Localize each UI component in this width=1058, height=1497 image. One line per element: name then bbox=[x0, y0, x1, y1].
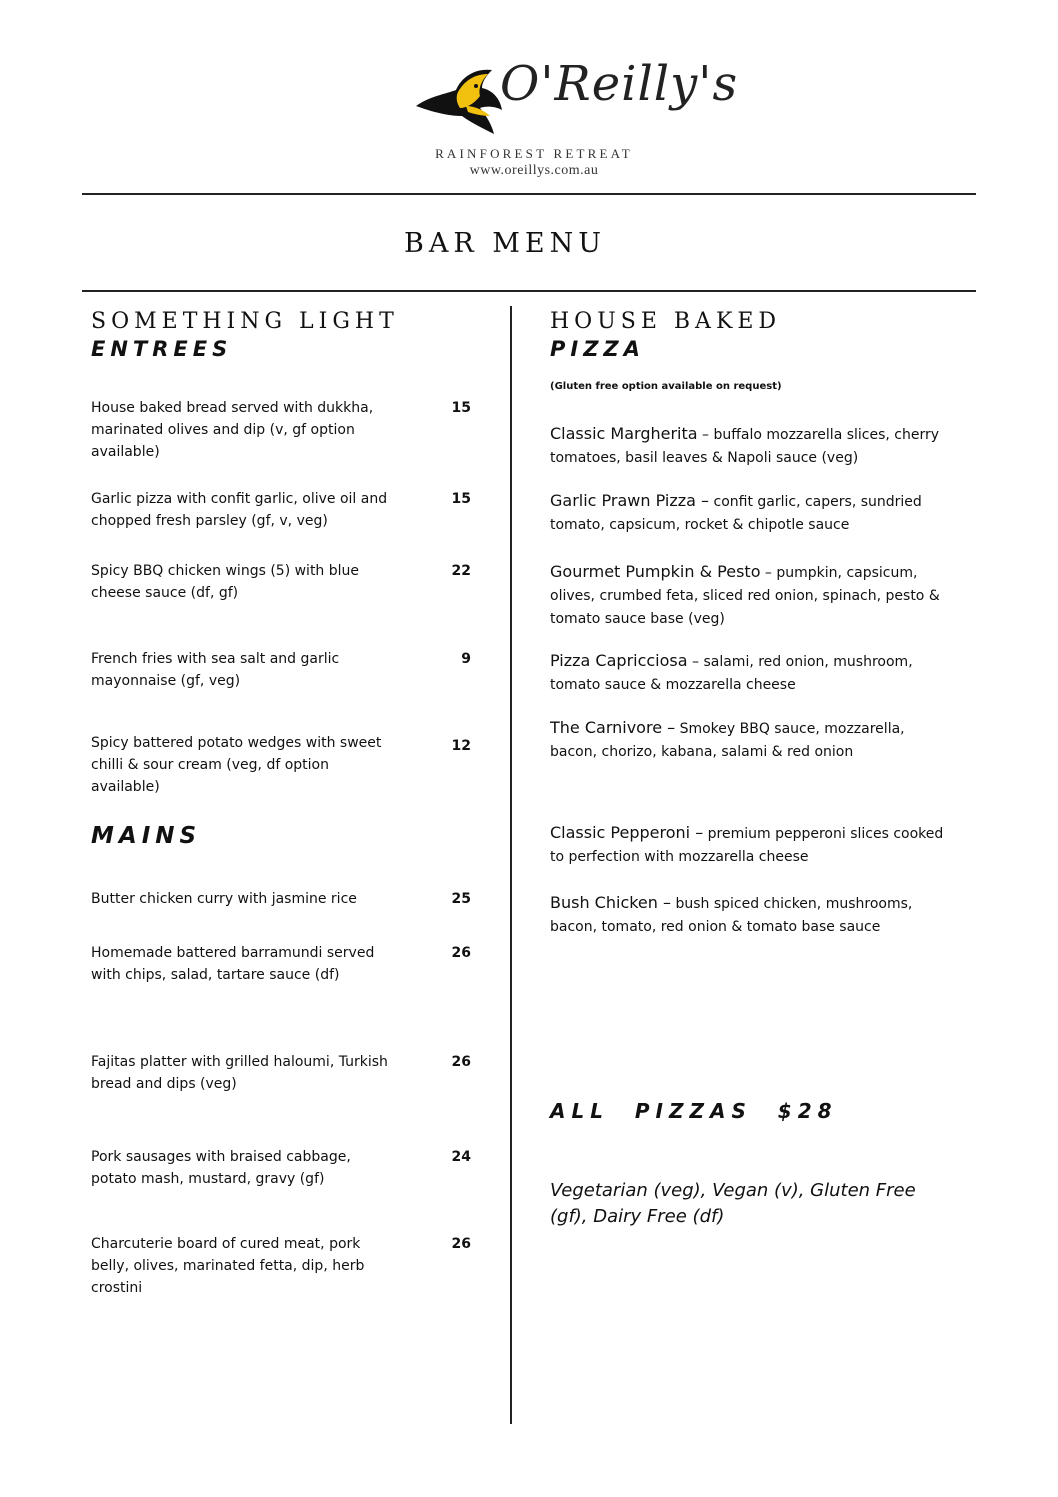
entrees-subtitle: ENTREES bbox=[91, 337, 233, 361]
list-item: Fajitas platter with grilled haloumi, Turkish bread and dips (veg) bbox=[91, 1054, 388, 1092]
pizza-desc: – buffalo mozzarella slices, cherry tomatoes, basil leaves & Napoli sauce (veg) bbox=[550, 427, 940, 466]
pizza-desc: Smokey BBQ sauce, mozzarella, bacon, chorizo, kabana, salami & red onion bbox=[550, 721, 905, 760]
all-pizzas-price: ALL PIZZAS $28 bbox=[550, 1099, 838, 1123]
list-item: Garlic pizza with confit garlic, olive oil and chopped fresh parsley (gf, v, veg) bbox=[91, 491, 388, 529]
pizza-name: Garlic Prawn Pizza – bbox=[550, 491, 710, 510]
pizza-desc: bush spiced chicken, mushrooms, bacon, tomato, red onion & tomato base sauce bbox=[550, 896, 913, 935]
pizza-desc: – pumpkin, capsicum, olives, crumbed feta, sliced red onion, spinach, pesto & tomato sauce base (veg) bbox=[550, 565, 940, 627]
list-item bbox=[550, 649, 950, 697]
title-divider bbox=[82, 290, 976, 292]
list-item bbox=[550, 821, 950, 869]
pizza-name: Classic Pepperoni – bbox=[550, 823, 704, 842]
website-url: www.oreillys.com.au bbox=[469, 163, 599, 178]
list-item bbox=[550, 891, 950, 939]
item-price: 26 bbox=[451, 945, 471, 961]
list-item bbox=[550, 422, 950, 470]
list-item: Butter chicken curry with jasmine rice bbox=[91, 891, 357, 907]
mains-title: MAINS bbox=[91, 823, 202, 849]
pizza-name: Classic Margherita bbox=[550, 424, 698, 443]
pizza-desc: premium pepperoni slices cooked to perfection with mozzarella cheese bbox=[550, 826, 944, 865]
pizza-name: Gourmet Pumpkin & Pesto bbox=[550, 562, 761, 581]
list-item: Spicy BBQ chicken wings (5) with blue cheese sauce (df, gf) bbox=[91, 563, 360, 601]
bird-logo-icon bbox=[412, 66, 504, 136]
list-item bbox=[550, 716, 950, 764]
column-divider bbox=[510, 306, 512, 1424]
list-item bbox=[550, 560, 950, 631]
item-price: 24 bbox=[451, 1149, 471, 1165]
pizza-desc: confit garlic, capers, sundried tomato, capsicum, rocket & chipotle sauce bbox=[550, 494, 922, 533]
page-title: BAR MENU bbox=[404, 228, 606, 259]
pizza-name: Bush Chicken – bbox=[550, 893, 671, 912]
item-price: 9 bbox=[461, 651, 471, 667]
list-item: Spicy battered potato wedges with sweet chilli & sour cream (veg, df option available) bbox=[91, 735, 382, 795]
list-item bbox=[550, 489, 950, 537]
list-item: Pork sausages with braised cabbage, potato mash, mustard, gravy (gf) bbox=[91, 1149, 351, 1187]
entrees-title: SOMETHING LIGHT bbox=[91, 309, 399, 334]
list-item: Homemade battered barramundi served with chips, salad, tartare sauce (df) bbox=[91, 945, 375, 983]
list-item: French fries with sea salt and garlic mayonnaise (gf, veg) bbox=[91, 651, 340, 689]
list-item: Charcuterie board of cured meat, pork belly, olives, marinated fetta, dip, herb crostini bbox=[91, 1236, 365, 1296]
list-item: House baked bread served with dukkha, marinated olives and dip (v, gf option available) bbox=[91, 400, 374, 460]
item-price: 25 bbox=[451, 891, 471, 907]
item-price: 26 bbox=[451, 1054, 471, 1070]
pizza-title: HOUSE BAKED bbox=[550, 309, 782, 334]
item-price: 15 bbox=[451, 400, 471, 416]
dietary-legend: Vegetarian (veg), Vegan (v), Gluten Free (gf), Dairy Free (df) bbox=[550, 1180, 916, 1227]
pizza-subtitle: PIZZA bbox=[550, 337, 645, 361]
item-price: 22 bbox=[451, 563, 471, 579]
item-price: 15 bbox=[451, 491, 471, 507]
item-price: 12 bbox=[451, 738, 471, 754]
top-divider bbox=[82, 193, 976, 195]
gluten-free-note: (Gluten free option available on request) bbox=[550, 381, 782, 392]
brand-name: O'Reilly's bbox=[500, 56, 739, 112]
item-price: 26 bbox=[451, 1236, 471, 1252]
brand-subtitle: RAINFOREST RETREAT bbox=[435, 146, 633, 161]
pizza-desc: – salami, red onion, mushroom, tomato sauce & mozzarella cheese bbox=[550, 654, 913, 693]
pizza-name: Pizza Capricciosa bbox=[550, 651, 688, 670]
pizza-name: The Carnivore – bbox=[550, 718, 676, 737]
